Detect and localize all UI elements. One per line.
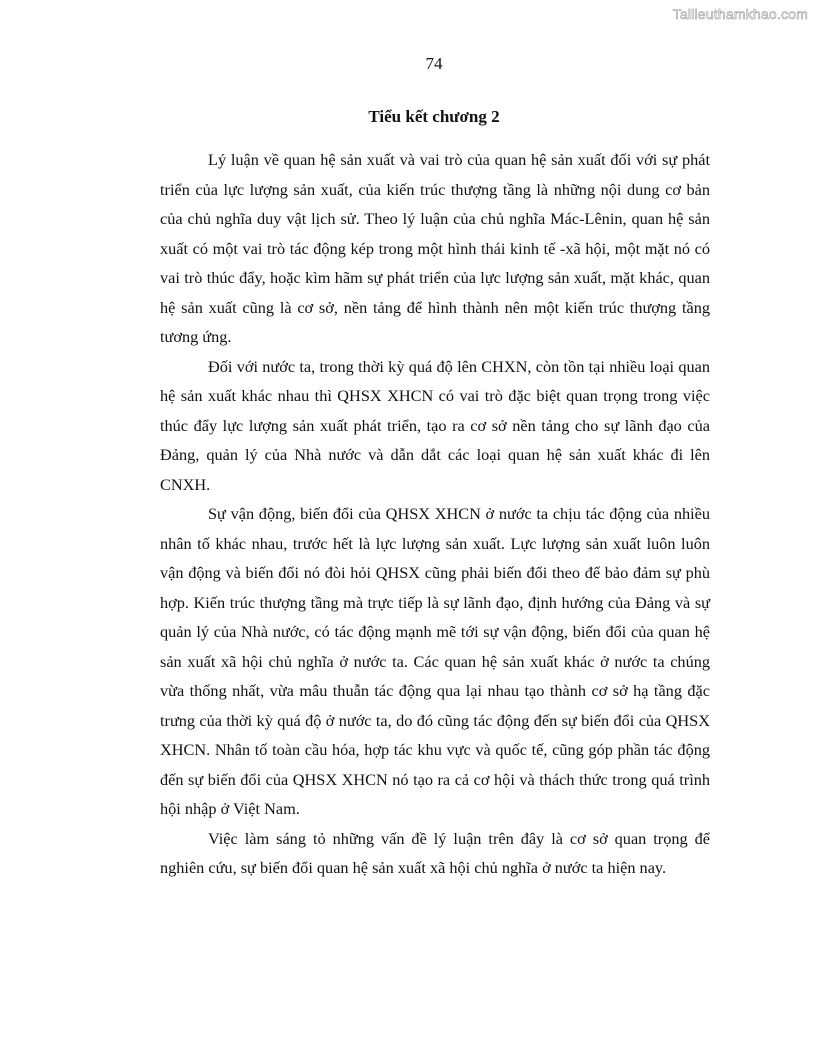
paragraph-2: Đối với nước ta, trong thời kỳ quá độ lên CHXN, còn tồn tại nhiều loại quan hệ sản xuất khác nhau thì QHSX XHCN có vai trò đặc biệt quan trọng trong việc thúc đẩy lực lượng sản xuất phát triển, tạo ra cơ sở nền tảng cho sự lãnh đạo của Đảng, quản lý của Nhà nước và dẫn dắt các loại quan hệ sản xuất khác đi lên CNXH. bbox=[160, 356, 710, 494]
body-text bbox=[160, 145, 710, 883]
paragraph-3: Sự vận động, biến đổi của QHSX XHCN ở nước ta chịu tác động của nhiều nhân tố khác nhau, trước hết là lực lượng sản xuất. Lực lượng sản xuất luôn luôn vận động và biến đổi nó đòi hỏi QHSX cũng phải biến đổi theo để bảo đảm sự phù hợp. Kiến trúc thượng tầng mà trực tiếp là sự lãnh đạo, định hướng của Đảng và sự quản lý của Nhà nước, có tác động mạnh mẽ tới sự vận động, biến đổi của quan hệ sản xuất xã hội chủ nghĩa ở nước ta. Các quan hệ sản xuất khác ở nước ta chúng vừa thống nhất, vừa mâu thuẫn tác động qua lại nhau tạo thành cơ sở hạ tầng đặc trưng của thời kỳ quá độ ở nước ta, do đó cũng tác động đến sự biến đổi của QHSX XHCN. Nhân tố toàn cầu hóa, hợp tác khu vực và quốc tế, cũng góp phần tác động đến sự biến đổi của QHSX XHCN nó tạo ra cả cơ hội và thách thức trong quá trình hội nhập ở Việt Nam. bbox=[160, 504, 710, 818]
page-number: 74 bbox=[425, 54, 443, 73]
watermark: Tailieuthamkhao.com bbox=[672, 6, 808, 22]
chapter-title: Tiểu kết chương 2 bbox=[368, 107, 500, 126]
paragraph-1: Lý luận về quan hệ sản xuất và vai trò của quan hệ sản xuất đối với sự phát triển của lực lượng sản xuất, của kiến trúc thượng tầng là những nội dung cơ bản của chủ nghĩa duy vật lịch sử. Theo lý luận của chủ nghĩa Mác-Lênin, quan hệ sản xuất có một vai trò tác động kép trong một hình thái kinh tế -xã hội, một mặt nó có vai trò thúc đẩy, hoặc kìm hãm sự phát triển của lực lượng sản xuất, mặt khác, quan hệ sản xuất cũng là cơ sở, nền tảng để hình thành nên một kiến trúc thượng tầng tương ứng. bbox=[160, 150, 710, 346]
paragraph-4: Việc làm sáng tỏ những vấn đề lý luận trên đây là cơ sở quan trọng để nghiên cứu, sự biến đổi quan hệ sản xuất xã hội chủ nghĩa ở nước ta hiện nay. bbox=[160, 828, 710, 877]
